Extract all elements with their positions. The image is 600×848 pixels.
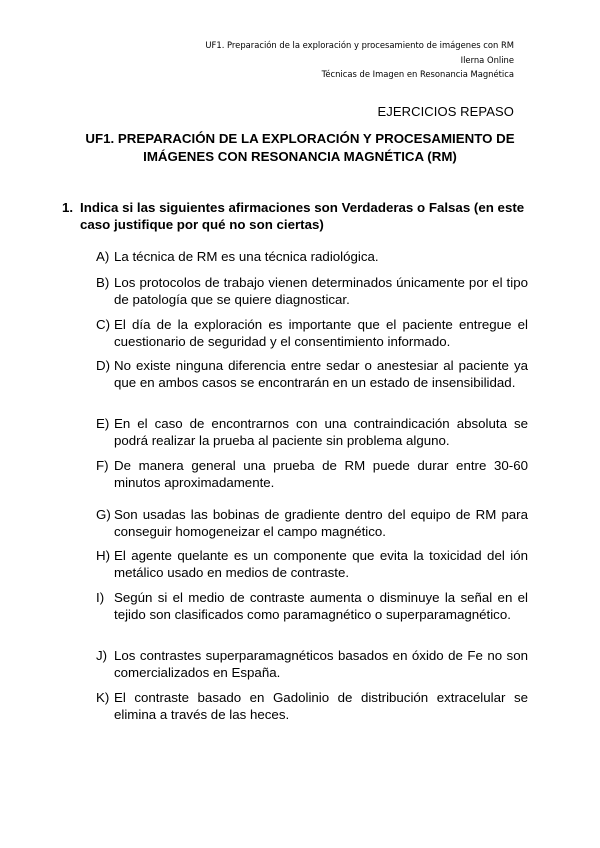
statement-letter: D) <box>96 358 111 373</box>
page-header <box>205 38 514 82</box>
statement-k <box>96 690 528 723</box>
statement-b <box>96 275 528 308</box>
statement-g <box>96 507 528 540</box>
statement-letter: B) <box>96 275 110 290</box>
header-subject: Técnicas de Imagen en Resonancia Magnética <box>321 69 514 79</box>
statement-text: El agente quelante es un componente que evita la toxicidad del ión metálico usado en medios de contraste. <box>114 548 528 580</box>
statement-letter: I) <box>96 590 105 605</box>
statement-text: Según si el medio de contraste aumenta o disminuye la señal en el tejido son clasificados como paramagnético o superparamagnético. <box>114 590 528 622</box>
statement-letter: J) <box>96 648 108 663</box>
statement-h <box>96 548 528 581</box>
document-subtitle: EJERCICIOS REPASO <box>377 104 514 119</box>
statement-text: El día de la exploración es importante que el paciente entregue el cuestionario de seguridad y el consentimiento informado. <box>114 317 528 349</box>
title-line-1: UF1. PREPARACIÓN DE LA EXPLORACIÓN Y PROCESAMIENTO DE <box>85 131 515 146</box>
statement-letter: C) <box>96 317 111 332</box>
statement-letter: A) <box>96 249 110 264</box>
statement-letter: F) <box>96 458 109 473</box>
statement-i <box>96 590 528 623</box>
header-institution: Ilerna Online <box>460 54 514 65</box>
statement-f <box>96 458 528 491</box>
statement-text: Son usadas las bobinas de gradiente dentro del equipo de RM para conseguir homogeneizar el campo magnético. <box>114 507 528 539</box>
statement-d <box>96 358 528 391</box>
statement-a <box>96 249 528 266</box>
title-line-2: IMÁGENES CON RESONANCIA MAGNÉTICA (RM) <box>143 149 457 164</box>
statement-letter: G) <box>96 507 111 522</box>
statement-text: El contraste basado en Gadolinio de distribución extracelular se elimina a través de las heces. <box>114 690 528 722</box>
question-text: Indica si las siguientes afirmaciones son Verdaderas o Falsas (en este caso justifique por qué no son ciertas) <box>80 200 525 232</box>
statement-letter: H) <box>96 548 111 563</box>
statement-text: Los protocolos de trabajo vienen determinados únicamente por el tipo de patología que se quiere diagnosticar. <box>114 275 528 307</box>
statement-text: En el caso de encontrarnos con una contraindicación absoluta se podrá realizar la prueba al paciente sin problema alguno. <box>114 416 528 448</box>
statement-text: Los contrastes superparamagnéticos basados en óxido de Fe no son comercializados en España. <box>114 648 528 680</box>
document-title <box>40 130 560 166</box>
question-1 <box>62 199 530 233</box>
statement-c <box>96 317 528 350</box>
statement-text: La técnica de RM es una técnica radiológica. <box>114 249 379 264</box>
statement-text: No existe ninguna diferencia entre sedar o anestesiar al paciente ya que en ambos casos se encontrarán en un estado de insensibilidad. <box>114 358 528 390</box>
statement-letter: K) <box>96 690 110 705</box>
statement-text: De manera general una prueba de RM puede durar entre 30-60 minutos aproximadamente. <box>114 458 528 490</box>
statement-letter: E) <box>96 416 110 431</box>
statement-j <box>96 648 528 681</box>
statement-e <box>96 416 528 449</box>
header-course-unit: UF1. Preparación de la exploración y procesamiento de imágenes con RM <box>205 40 514 50</box>
question-number: 1. <box>62 200 74 215</box>
